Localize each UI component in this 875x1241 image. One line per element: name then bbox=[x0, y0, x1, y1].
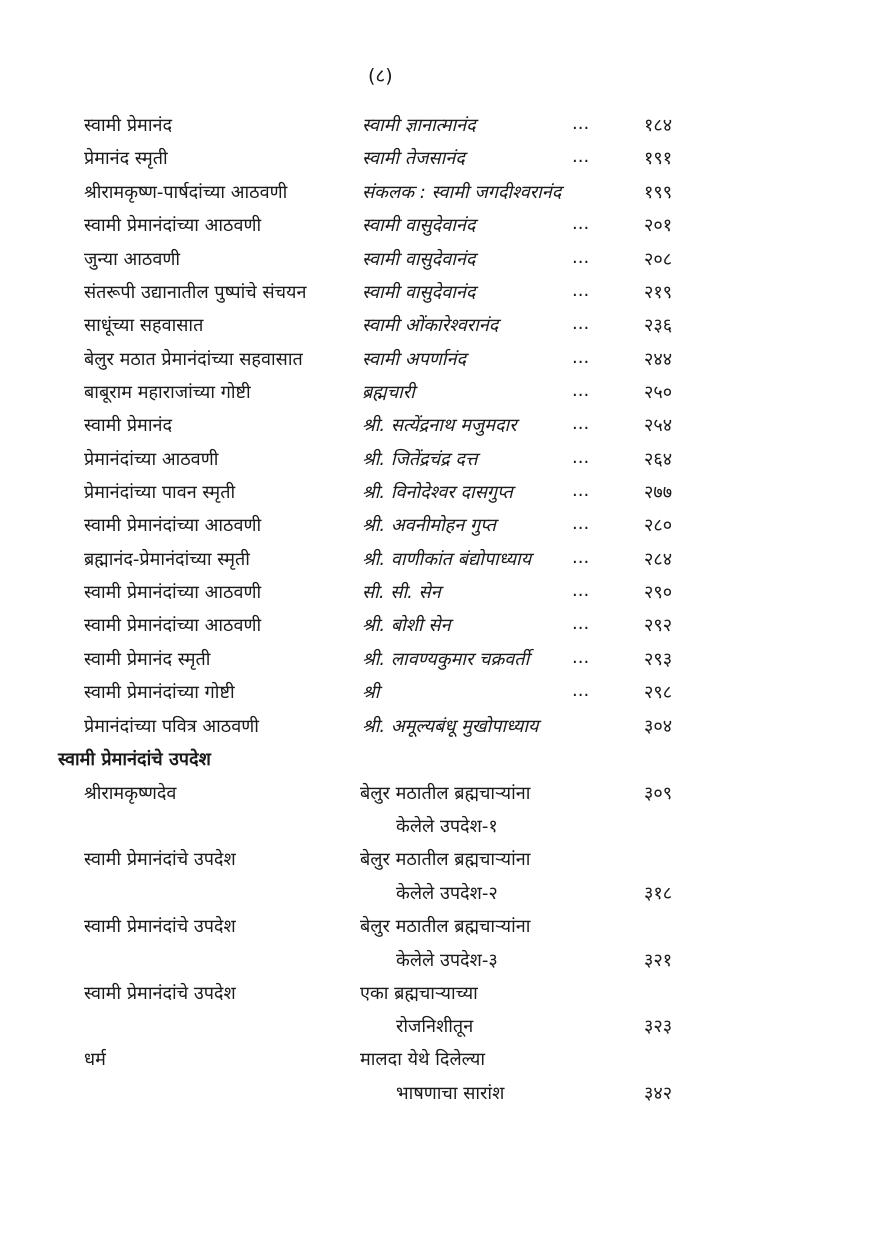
entry-leader: ... bbox=[572, 613, 590, 634]
toc-entry bbox=[0, 447, 875, 477]
entry-page: ३०४ bbox=[644, 716, 673, 737]
lecture-desc-line1: एका ब्रह्मचाऱ्याच्या bbox=[360, 983, 478, 1004]
entry-author: श्री. अमूल्यबंधू मुखोपाध्याय bbox=[362, 716, 539, 737]
lecture-desc-line1: बेलुर मठातील ब्रह्मचाऱ्यांना bbox=[360, 783, 531, 804]
toc-entry bbox=[0, 347, 875, 377]
entry-page: २९८ bbox=[644, 682, 673, 703]
lecture-desc-line2: केलेले उपदेश-१ bbox=[396, 816, 498, 837]
entry-author: ब्रह्मचारी bbox=[362, 382, 415, 403]
entry-page: २१९ bbox=[644, 282, 673, 303]
entry-title: प्रेमानंदांच्या पावन स्मृती bbox=[84, 482, 236, 503]
entry-author: स्वामी वासुदेवानंद bbox=[362, 249, 476, 270]
entry-title: स्वामी प्रेमानंदांच्या आठवणी bbox=[84, 615, 262, 636]
toc-entry bbox=[0, 146, 875, 176]
entry-title: श्रीरामकृष्ण-पार्षदांच्या आठवणी bbox=[84, 182, 288, 203]
lecture-entry bbox=[0, 914, 875, 944]
entry-title: बेलुर मठात प्रेमानंदांच्या सहवासात bbox=[84, 349, 303, 370]
entry-title: स्वामी प्रेमानंदांच्या आठवणी bbox=[84, 582, 262, 603]
lecture-title: स्वामी प्रेमानंदांचे उपदेश bbox=[84, 916, 236, 937]
lecture-entry-cont bbox=[0, 881, 875, 911]
entry-author: स्वामी तेजसानंद bbox=[362, 148, 465, 169]
lecture-title: स्वामी प्रेमानंदांचे उपदेश bbox=[84, 983, 236, 1004]
toc-entry bbox=[0, 580, 875, 610]
entry-author: स्वामी ज्ञानात्मानंद bbox=[362, 115, 476, 136]
lecture-entry-cont bbox=[0, 814, 875, 844]
toc-entry bbox=[0, 247, 875, 277]
entry-leader: ... bbox=[572, 647, 590, 668]
toc-entry bbox=[0, 547, 875, 577]
entry-title: स्वामी प्रेमानंद bbox=[84, 415, 173, 436]
entry-leader: ... bbox=[572, 480, 590, 501]
lecture-entry bbox=[0, 847, 875, 877]
entry-leader: ... bbox=[572, 313, 590, 334]
entry-page: १९९ bbox=[644, 182, 673, 203]
entry-page: २८० bbox=[644, 515, 673, 536]
entry-page: २६४ bbox=[644, 449, 673, 470]
entry-author: श्री. जितेंद्रचंद्र दत्त bbox=[362, 449, 478, 470]
lecture-title: स्वामी प्रेमानंदांचे उपदेश bbox=[84, 849, 236, 870]
entry-title: संतरूपी उद्यानातील पुष्पांचे संचयन bbox=[84, 282, 307, 303]
entry-leader: ... bbox=[572, 380, 590, 401]
entry-page: २५४ bbox=[644, 415, 673, 436]
entry-page: २०८ bbox=[644, 249, 673, 270]
entry-page: २८४ bbox=[644, 549, 673, 570]
lecture-desc-line1: बेलुर मठातील ब्रह्मचाऱ्यांना bbox=[360, 849, 531, 870]
toc-entry bbox=[0, 714, 875, 744]
entry-leader: ... bbox=[572, 347, 590, 368]
entry-leader: ... bbox=[572, 146, 590, 167]
lecture-desc-line1: बेलुर मठातील ब्रह्मचाऱ्यांना bbox=[360, 916, 531, 937]
entry-page: २५० bbox=[644, 382, 673, 403]
entry-author: सी. सी. सेन bbox=[362, 582, 441, 603]
entry-author: श्री. विनोदेश्वर दासगुप्त bbox=[362, 482, 513, 503]
entry-title: प्रेमानंद स्मृती bbox=[84, 148, 168, 169]
lecture-entry bbox=[0, 781, 875, 811]
entry-title: प्रेमानंदांच्या पवित्र आठवणी bbox=[84, 716, 259, 737]
entry-author: स्वामी ओंकारेश्वरानंद bbox=[362, 315, 499, 336]
page-number: (८) bbox=[368, 65, 393, 87]
entry-leader: ... bbox=[572, 247, 590, 268]
lecture-desc-line1: मालदा येथे दिलेल्या bbox=[360, 1049, 485, 1070]
entry-page: २३६ bbox=[644, 315, 673, 336]
entry-page: २४४ bbox=[644, 349, 673, 370]
lecture-desc-line2: केलेले उपदेश-३ bbox=[396, 950, 498, 971]
entry-author: संकलक : स्वामी जगदीश्वरानंद bbox=[362, 182, 562, 203]
lecture-page: ३२३ bbox=[644, 1016, 673, 1037]
lecture-entry bbox=[0, 1047, 875, 1077]
entry-page: २०१ bbox=[644, 215, 673, 236]
toc-entry bbox=[0, 213, 875, 243]
entry-title: स्वामी प्रेमानंद स्मृती bbox=[84, 649, 211, 670]
lecture-entry-cont bbox=[0, 1014, 875, 1044]
lecture-page: ३१८ bbox=[644, 883, 673, 904]
entry-leader: ... bbox=[572, 580, 590, 601]
entry-author: श्री. बोशी सेन bbox=[362, 615, 451, 636]
toc-entry bbox=[0, 113, 875, 143]
entry-author: स्वामी वासुदेवानंद bbox=[362, 282, 476, 303]
entry-title: प्रेमानंदांच्या आठवणी bbox=[84, 449, 219, 470]
toc-entry bbox=[0, 280, 875, 310]
entry-page: १९१ bbox=[644, 148, 673, 169]
entry-title: ब्रह्मानंद-प्रेमानंदांच्या स्मृती bbox=[84, 549, 250, 570]
lecture-desc-line2: केलेले उपदेश-२ bbox=[396, 883, 498, 904]
entry-title: स्वामी प्रेमानंद bbox=[84, 115, 173, 136]
toc-entry bbox=[0, 413, 875, 443]
entry-author: स्वामी अपर्णानंद bbox=[362, 349, 467, 370]
entry-leader: ... bbox=[572, 513, 590, 534]
entry-page: २९० bbox=[644, 582, 673, 603]
entry-leader: ... bbox=[572, 213, 590, 234]
entry-title: स्वामी प्रेमानंदांच्या आठवणी bbox=[84, 515, 262, 536]
entry-title: जुन्या आठवणी bbox=[84, 249, 181, 270]
entry-leader: ... bbox=[572, 280, 590, 301]
entry-title: स्वामी प्रेमानंदांच्या आठवणी bbox=[84, 215, 262, 236]
entry-page: २७७ bbox=[644, 482, 673, 503]
entry-title: स्वामी प्रेमानंदांच्या गोष्टी bbox=[84, 682, 235, 703]
lecture-page: ३०९ bbox=[644, 783, 673, 804]
entry-author: श्री. सत्येंद्रनाथ मजुमदार bbox=[362, 415, 517, 436]
lecture-page: ३४२ bbox=[644, 1083, 673, 1104]
toc-entry bbox=[0, 480, 875, 510]
entry-author: श्री. लावण्यकुमार चक्रवर्ती bbox=[362, 649, 530, 670]
entry-author: स्वामी वासुदेवानंद bbox=[362, 215, 476, 236]
entry-leader: ... bbox=[572, 547, 590, 568]
toc-entry bbox=[0, 613, 875, 643]
lecture-entry-cont bbox=[0, 1081, 875, 1111]
toc-entry bbox=[0, 513, 875, 543]
toc-entry bbox=[0, 380, 875, 410]
entry-page: २९३ bbox=[644, 649, 673, 670]
lecture-desc-line2: भाषणाचा सारांश bbox=[396, 1083, 505, 1104]
entry-leader: ... bbox=[572, 413, 590, 434]
entry-leader: ... bbox=[572, 113, 590, 134]
entry-page: २९२ bbox=[644, 615, 673, 636]
toc-entry bbox=[0, 180, 875, 210]
lecture-desc-line2: रोजनिशीतून bbox=[396, 1016, 474, 1037]
toc-entry bbox=[0, 680, 875, 710]
lecture-title: धर्म bbox=[84, 1049, 106, 1070]
entry-title: साधूंच्या सहवासात bbox=[84, 315, 204, 336]
entry-author: श्री. अवनीमोहन गुप्त bbox=[362, 515, 496, 536]
entry-author: श्री bbox=[362, 682, 380, 703]
entry-author: श्री. वाणीकांत बंद्योपाध्याय bbox=[362, 549, 532, 570]
entry-page: १८४ bbox=[644, 115, 673, 136]
lecture-entry bbox=[0, 981, 875, 1011]
lecture-entry-cont bbox=[0, 948, 875, 978]
toc-entry bbox=[0, 647, 875, 677]
lecture-title: श्रीरामकृष्णदेव bbox=[84, 783, 177, 804]
lecture-page: ३२१ bbox=[644, 950, 673, 971]
section-heading: स्वामी प्रेमानंदांचे उपदेश bbox=[58, 749, 211, 770]
entry-leader: ... bbox=[572, 447, 590, 468]
entry-leader: ... bbox=[572, 680, 590, 701]
entry-title: बाबूराम महाराजांच्या गोष्टी bbox=[84, 382, 251, 403]
toc-entry bbox=[0, 313, 875, 343]
